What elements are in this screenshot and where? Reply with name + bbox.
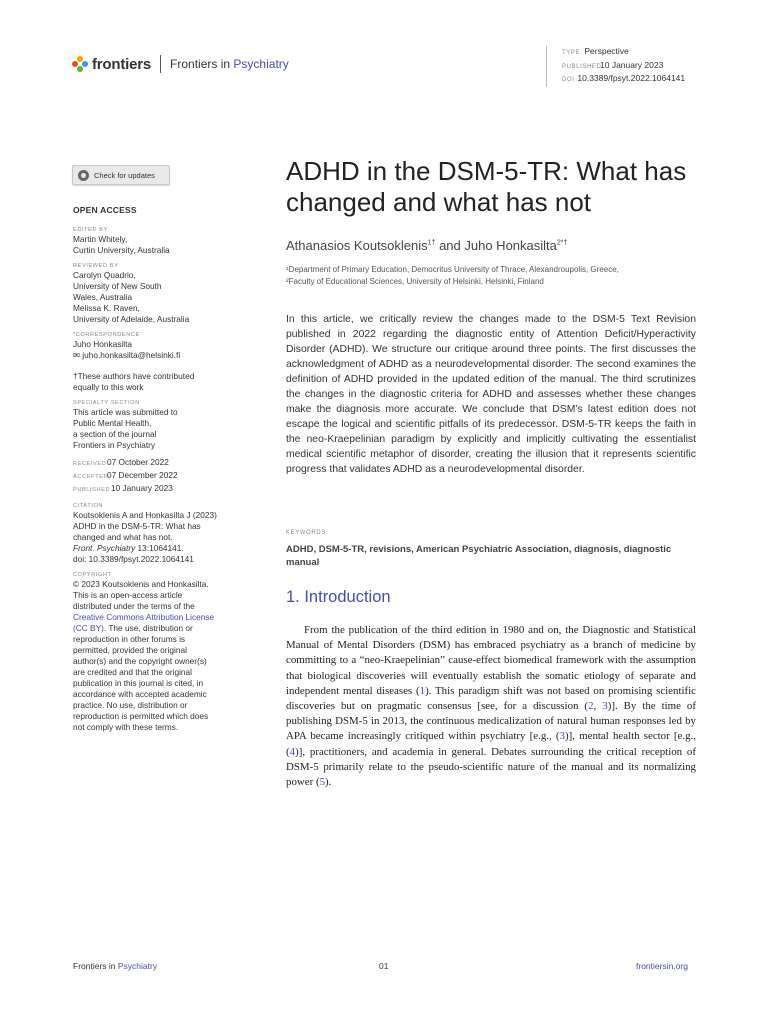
- author-2[interactable]: Juho Honkasilta: [464, 238, 557, 253]
- reference-link[interactable]: 1: [419, 684, 426, 697]
- reference-link[interactable]: 3: [559, 730, 565, 743]
- received-row: RECEIVED07 October 2022: [73, 457, 169, 467]
- correspondence-email-row[interactable]: [73, 350, 238, 361]
- journal-name[interactable]: [170, 57, 289, 71]
- frontiers-logo[interactable]: [72, 55, 289, 73]
- journal-prefix: Frontiers in: [170, 57, 231, 71]
- check-updates-icon: [78, 170, 89, 181]
- check-for-updates-button[interactable]: [72, 165, 170, 185]
- keywords: ADHD, DSM-5-TR, revisions, American Psychiatric Association, diagnosis, diagnostic manual: [286, 544, 672, 568]
- reference-link[interactable]: 3: [602, 700, 608, 713]
- citation-text: Koutsoklenis A and Honkasilta J (2023) ADHD in the DSM-5-TR: What has changed and what has not. Front. Psychiatry 13:1064141. doi: 10.3389/fpsyt.2022.1064141: [73, 510, 217, 564]
- affiliation-1: ¹Department of Primary Education, Democritus University of Thrace, Alexandroupolis, Greece,: [286, 265, 619, 274]
- meta-type: TYPE Perspective: [562, 46, 629, 56]
- correspondence-label: *CORRESPONDENCE: [73, 332, 140, 338]
- meta-doi: DOI 10.3389/fpsyt.2022.1064141: [562, 73, 686, 83]
- footer-journal[interactable]: Frontiers in Psychiatry: [73, 961, 158, 971]
- footer-site-link[interactable]: frontiersin.org: [636, 961, 688, 971]
- header-divider: [160, 55, 161, 73]
- article-title: ADHD in the DSM-5-TR: What has changed and what has not: [286, 156, 687, 217]
- accepted-row: ACCEPTED07 December 2022: [73, 470, 178, 480]
- reference-link[interactable]: 4: [289, 745, 296, 758]
- frontiers-logo-icon: [72, 56, 88, 72]
- introduction-paragraph: From the publication of the third edition in 1980 and on, the Diagnostic and Statistical Manual of Mental Disorders (DSM) has embraced psychiatry as a branch of medicine by committing to a “neo-Kraepelinian” cause-effect biomedical framework with the assumption that biological discoveries will eventually establish the somatic etiology of separate and independent mental diseases (1). This paradigm shift was not based on promising scientific discoveries but on pragmatic consensus [see, for a discussion (2, 3)]. By the time of publishing DSM-5 in 2013, the continuous medicalization of natural human responses led by APA became increasingly critiqued within psychiatry [e.g., (3)], mental health sector [e.g., (4)], practitioners, and academia in general. Debates surrounding the critical reception of DSM-5 primarily relate to the pseudo-scientific nature of the manual and its normalizing power (5).: [286, 624, 697, 789]
- cc-by-license-link[interactable]: Creative Commons Attribution License (CC BY).: [73, 612, 215, 633]
- affiliation-2: ²Faculty of Educational Sciences, University of Helsinki, Helsinki, Finland: [286, 277, 544, 286]
- published-row: PUBLISHED10 January 2023: [73, 483, 173, 493]
- correspondence-name: Juho Honkasilta: [73, 339, 133, 349]
- copyright-label: COPYRIGHT: [73, 572, 112, 578]
- abstract: In this article, we critically review the changes made to the DSM-5 Text Revision published in 2022 regarding the diagnostic entity of Attention Deficit/Hyperactivity Disorder (ADHD). We structure our critique around three points. The first discusses the acknowledgment of ADHD as a neurodevelopmental disorder. The second examines the definition of ADHD provided in the updated edition of the manual. The third scrutinizes the changes in the diagnostic criteria for ADHD and assesses whether these changes make the diagnosis more accurate. We conclude that DSM’s latest edition does not escape the logical and scientific pitfalls of its predecessor. DSM-5-TR keeps the faith in the neo-Kraepelinian paradigm by explicitly and implicitly cultivating the essentialist medical scientific metaphor of disorder, creating the illusion that it represents scientific progress that validates ADHD as a neurodevelopmental disorder.: [286, 314, 696, 475]
- author-1[interactable]: Athanasios Koutsoklenis: [286, 238, 428, 253]
- correspondence-email[interactable]: juho.honkasilta@helsinki.fi: [82, 350, 181, 360]
- authors: Athanasios Koutsoklenis$^{1\dagger}$ and Juho Honkasilta$^{2*\dagger}$: [286, 238, 568, 253]
- reviewed-by-label: REVIEWED BY: [73, 263, 119, 269]
- article-info-sidebar: [73, 205, 238, 733]
- section-heading-introduction: 1. Introduction: [286, 588, 391, 606]
- journal-accent: Psychiatry: [233, 57, 289, 71]
- equal-contribution-note: †These authors have contributed equally to this work: [73, 371, 195, 392]
- citation-label: CITATION: [73, 503, 104, 509]
- check-updates-label: Check for updates: [94, 170, 155, 180]
- brand-name: frontiers: [92, 55, 152, 73]
- edited-by: Martin Whitely, Curtin University, Australia: [73, 234, 170, 255]
- copyright-text: © 2023 Koutsoklenis and Honkasilta. This is an open-access article distributed under the terms of the Creative Commons Attribution License (CC BY). The use, distribution or reproduction in other forums is permitted, provided the original author(s) and the copyright owner(s) are credited and that the original publication in this journal is cited, in accordance with accepted academic practice. No use, distribution or reproduction is permitted which does not comply with these terms.: [73, 579, 215, 732]
- meta-published: PUBLISHED10 January 2023: [562, 59, 664, 70]
- reviewed-by: Carolyn Quadrio, University of New South Wales, Australia Melissa K. Raven, University of Adelaide, Australia: [73, 270, 190, 324]
- edited-by-label: EDITED BY: [73, 227, 108, 233]
- specialty-label: SPECIALTY SECTION: [73, 400, 140, 406]
- open-access-label: OPEN ACCESS: [73, 205, 137, 215]
- reference-link[interactable]: 5: [319, 776, 326, 789]
- keywords-label: KEYWORDS: [286, 530, 326, 536]
- specialty-section: This article was submitted to Public Mental Health, a section of the journal Frontiers in Psychiatry: [73, 407, 178, 450]
- article-meta: [546, 46, 685, 87]
- envelope-icon: ✉: [73, 350, 80, 360]
- affiliations: [286, 264, 619, 288]
- reference-link[interactable]: 2: [588, 700, 594, 713]
- page-number: 01: [379, 961, 389, 971]
